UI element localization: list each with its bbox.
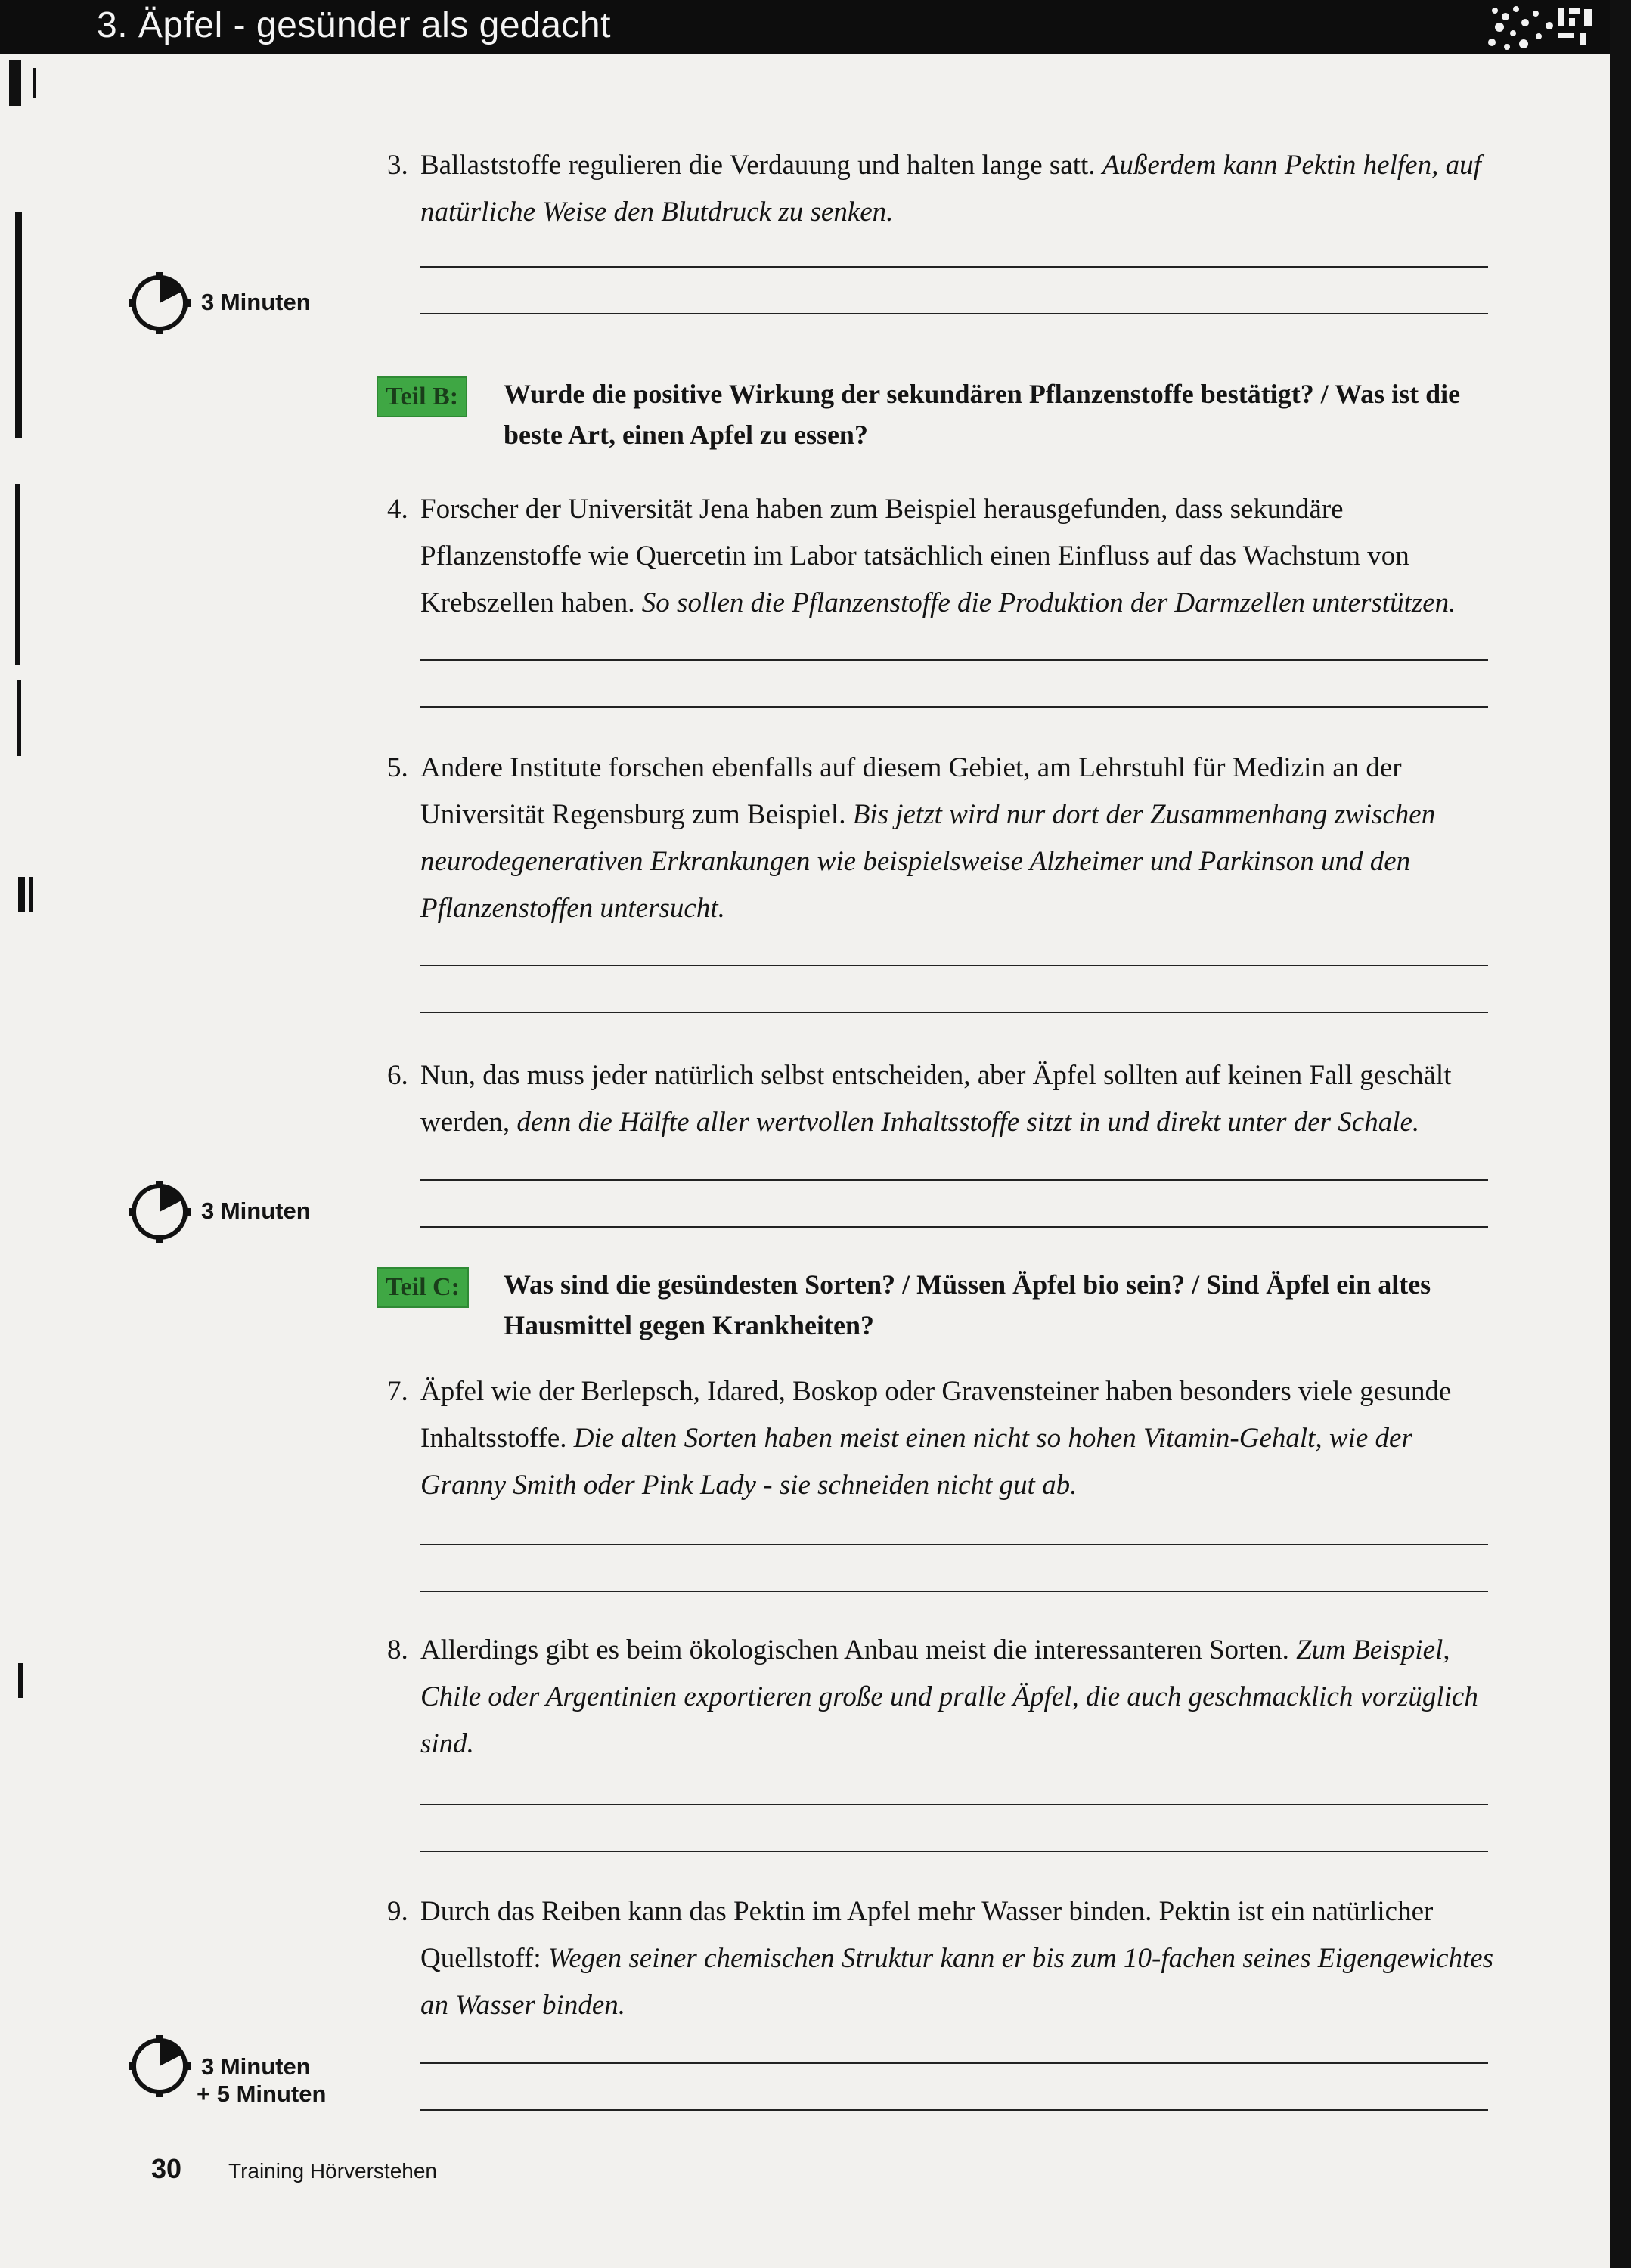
question-number: 6.	[387, 1060, 408, 1091]
timer-label: 3 Minuten	[201, 1198, 311, 1224]
section-badge: Teil C:	[377, 1267, 469, 1308]
answer-line[interactable]	[420, 266, 1488, 268]
question-text: Andere Institute forschen ebenfalls auf diesem Gebiet, am Lehrstuhl für Medizin an der Universität Regensburg zum Beispiel.	[420, 752, 1402, 830]
section-question: Wurde die positive Wirkung der sekundären Pflanzenstoffe bestätigt? / Was ist die beste Art, einen Apfel zu essen?	[504, 379, 1461, 450]
answer-line[interactable]	[420, 2062, 1488, 2064]
question-number: 9.	[387, 1896, 408, 1927]
page-number: 30	[151, 2153, 182, 2184]
question-text: Forscher der Universität Jena haben zum Beispiel herausgefunden, dass sekundäre Pflanzenstoffe wie Quercetin im Labor tatsächlich einen Einfluss auf das Wachstum von Krebszellen haben.	[420, 494, 1409, 618]
decorative-pattern-icon	[1480, 0, 1601, 54]
question-9	[387, 1888, 1495, 2029]
section-teil-b	[377, 373, 1496, 455]
question-number: 3.	[387, 150, 408, 181]
scan-marks	[0, 0, 60, 2268]
question-8	[387, 1627, 1495, 1768]
answer-line[interactable]	[420, 1851, 1488, 1852]
question-italic-text: Zum Beispiel, Chile oder Argentinien exportieren große und pralle Äpfel, die auch geschmacklich vorzüglich sind.	[420, 1634, 1478, 1759]
question-text: Nun, das muss jeder natürlich selbst entscheiden, aber Äpfel sollten auf keinen Fall geschält werden,	[420, 1060, 1452, 1138]
question-text: Äpfel wie der Berlepsch, Idared, Boskop oder Gravensteiner haben besonders viele gesunde Inhaltsstoffe.	[420, 1376, 1452, 1454]
question-italic-text: Die alten Sorten haben meist einen nicht so hohen Vitamin-Gehalt, wie der Granny Smith oder Pink Lady - sie schneiden nicht gut ab.	[420, 1423, 1412, 1501]
section-question: Was sind die gesündesten Sorten? / Müssen Äpfel bio sein? / Sind Äpfel ein altes Hausmittel gegen Krankheiten?	[504, 1269, 1431, 1340]
stopwatch-icon	[127, 1179, 192, 1244]
question-6	[387, 1052, 1495, 1146]
stopwatch-icon	[127, 271, 192, 336]
question-text: Ballaststoffe regulieren die Verdauung und halten lange satt.	[420, 150, 1102, 181]
timer-label: 3 Minuten	[201, 2053, 311, 2080]
question-italic-text: So sollen die Pflanzenstoffe die Produktion der Darmzellen unterstützen.	[641, 587, 1456, 618]
question-italic-text: denn die Hälfte aller wertvollen Inhaltsstoffe sitzt in und direkt unter der Schale.	[516, 1107, 1420, 1138]
answer-line[interactable]	[420, 659, 1488, 661]
question-italic-text: Wegen seiner chemischen Struktur kann er bis zum 10-fachen seines Eigengewichtes an Wasser binden.	[420, 1943, 1494, 2021]
question-4	[387, 486, 1495, 627]
answer-line[interactable]	[420, 1179, 1488, 1181]
question-3	[387, 142, 1495, 236]
question-7	[387, 1368, 1495, 1509]
question-number: 4.	[387, 494, 408, 525]
question-italic-text: Außerdem kann Pektin helfen, auf natürliche Weise den Blutdruck zu senken.	[420, 150, 1481, 228]
question-italic-text: Bis jetzt wird nur dort der Zusammenhang zwischen neurodegenerativen Erkrankungen wie beispielsweise Alzheimer und Parkinson und den Pflanzenstoffen untersucht.	[420, 799, 1436, 924]
answer-line[interactable]	[420, 1804, 1488, 1805]
question-number: 8.	[387, 1634, 408, 1665]
section-badge: Teil B:	[377, 376, 467, 417]
section-teil-c	[377, 1264, 1496, 1346]
question-number: 5.	[387, 752, 408, 783]
question-text: Allerdings gibt es beim ökologischen Anbau meist die interessanteren Sorten.	[420, 1634, 1297, 1665]
question-text: Durch das Reiben kann das Pektin im Apfel mehr Wasser binden. Pektin ist ein natürlicher Quellstoff:	[420, 1896, 1434, 1974]
answer-line[interactable]	[420, 706, 1488, 708]
scan-edge	[1610, 0, 1631, 2268]
stopwatch-icon	[127, 2034, 192, 2099]
timer-label-extra: + 5 Minuten	[197, 2081, 327, 2107]
footer-label: Training Hörverstehen	[228, 2159, 437, 2183]
answer-line[interactable]	[420, 1012, 1488, 1013]
timer-label: 3 Minuten	[201, 289, 311, 315]
question-5	[387, 745, 1495, 932]
question-number: 7.	[387, 1376, 408, 1407]
answer-line[interactable]	[420, 1544, 1488, 1545]
answer-line[interactable]	[420, 1591, 1488, 1592]
page-title: 3. Äpfel - gesünder als gedacht	[97, 5, 611, 45]
answer-line[interactable]	[420, 965, 1488, 966]
answer-line[interactable]	[420, 313, 1488, 314]
answer-line[interactable]	[420, 2109, 1488, 2111]
header-bar	[0, 0, 1631, 54]
answer-line[interactable]	[420, 1226, 1488, 1228]
